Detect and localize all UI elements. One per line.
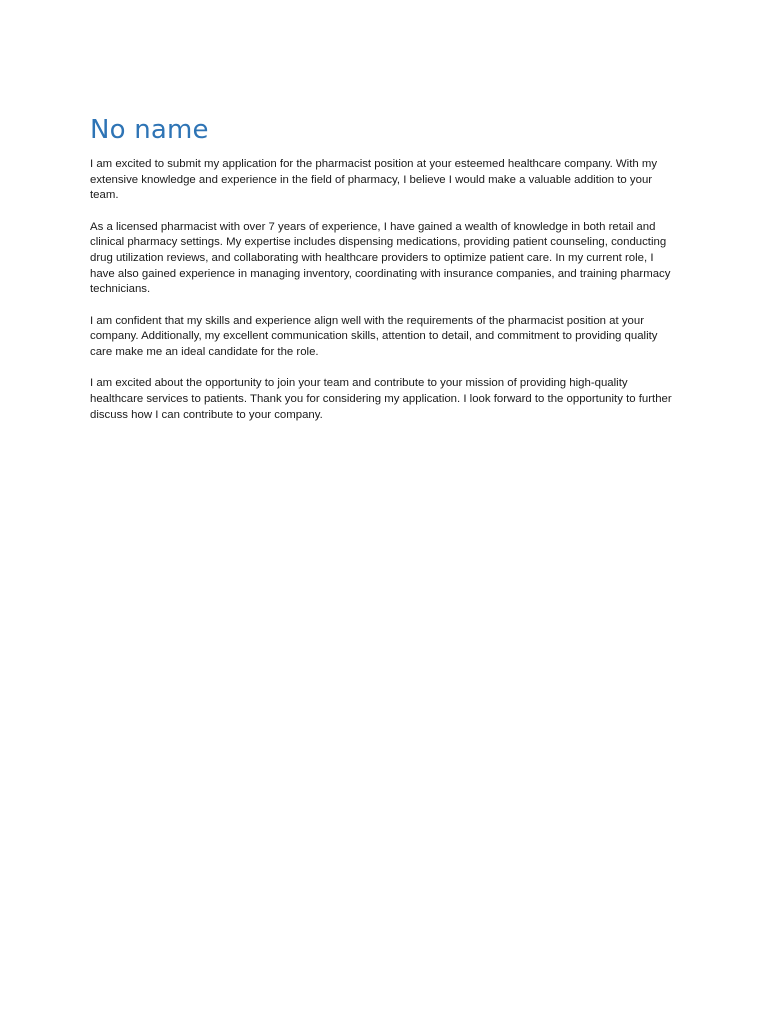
paragraph-closing: I am excited about the opportunity to join your team and contribute to your mission of providing high-quality healthcare services to patients. Thank you for considering my application. I look forward to the opportunity to further discuss how I can contribute to your company. <box>90 377 672 421</box>
paragraph-intro: I am excited to submit my application for the pharmacist position at your esteemed healthcare company. With my extensive knowledge and experience in the field of pharmacy, I believe I would make a valuable addition to your team. <box>90 158 658 202</box>
document-body <box>90 112 680 439</box>
paragraph-experience: As a licensed pharmacist with over 7 years of experience, I have gained a wealth of knowledge in both retail and clinical pharmacy settings. My expertise includes dispensing medications, providing patient counseling, conducting drug utilization reviews, and collaborating with healthcare providers to optimize patient care. In my current role, I have also gained experience in managing inventory, coordinating with insurance companies, and training pharmacy technicians. <box>90 220 671 296</box>
document-title: No name <box>90 115 209 145</box>
paragraph-qualifications: I am confident that my skills and experience align well with the requirements of the pharmacist position at your company. Additionally, my excellent communication skills, attention to detail, and commitment to providing quality care make me an ideal candidate for the role. <box>90 314 658 359</box>
